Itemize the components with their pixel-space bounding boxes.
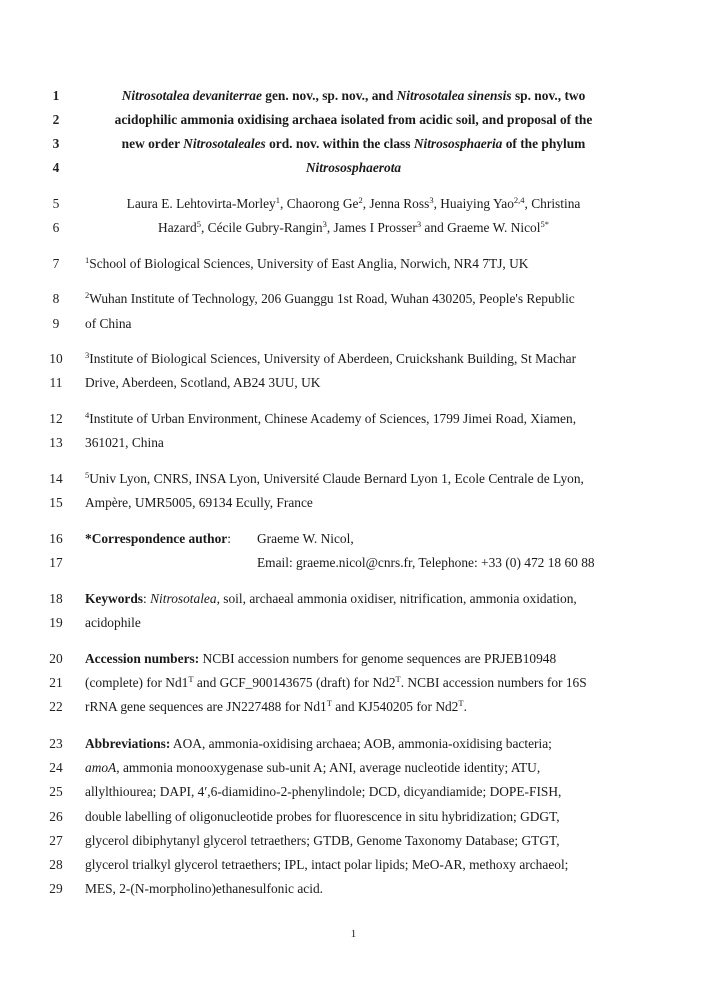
accession-line-3: 22 rRNA gene sequences are JN227488 for $Nd1^T$ and KJ540205 for $Nd2^T$. (0, 698, 707, 716)
line-number: 5 (52, 196, 60, 211)
line-number: 15 (49, 495, 63, 510)
line-number: 17 (49, 555, 63, 570)
line-number: 20 (49, 651, 63, 666)
abbreviations-line-2: 24 amoA, ammonia monooxygenase sub-unit A; ANI, average nucleotide identity; ATU, (0, 759, 707, 777)
abbreviations-line-3: 25 allylthiourea; DAPI, 4′,6-diamidino-2-phenylindole; DCD, dicyandiamide; DOPE-FISH, (0, 783, 707, 801)
line-number: 2 (52, 112, 60, 127)
line-number: 9 (52, 316, 60, 331)
line-number: 7 (52, 256, 60, 271)
author-list: Laura E. Lehtovirta-Morley$^1$, Chaorong Ge$^2$, Jenna Ross$^3$, Huaiying Yao$^{2,4}$, Christina (126, 195, 581, 211)
line-number: 14 (49, 471, 63, 486)
line-number: 13 (49, 435, 63, 450)
line-number: 19 (49, 615, 63, 630)
correspondence-line-1: 16 *Correspondence author: Graeme W. Nicol, (0, 530, 707, 548)
line-number: 12 (49, 411, 63, 426)
line-number: 4 (52, 160, 60, 175)
affiliation-3-cont: 11 Drive, Aberdeen, Scotland, AB24 3UU, UK (0, 374, 707, 392)
correspondence-label: *Correspondence author (85, 531, 228, 546)
accession-line-1: 20 Accession numbers: NCBI accession numbers for genome sequences are PRJEB10948 (0, 650, 707, 668)
line-number: 3 (52, 136, 60, 151)
line-number: 23 (49, 736, 63, 751)
line-number: 26 (49, 809, 63, 824)
line-number: 21 (49, 675, 63, 690)
authors-line-1 (0, 195, 707, 213)
affiliation-5: 14 $^5$Univ Lyon, CNRS, INSA Lyon, Université Claude Bernard Lyon 1, Ecole Centrale de Lyon, (0, 470, 707, 488)
affiliation-5-cont: 15 Ampère, UMR5005, 69134 Ecully, France (0, 494, 707, 512)
affiliation-2-cont: 9 of China (0, 315, 707, 333)
keywords-line-2: 19 acidophile (0, 614, 707, 632)
line-number: 18 (49, 591, 63, 606)
line-number: 24 (49, 760, 63, 775)
line-number: 29 (49, 881, 63, 896)
accession-line-2: 21 (complete) for $Nd1^T$ and GCF_900143675 (draft) for $Nd2^T$. NCBI accession numbers for 16S (0, 674, 707, 692)
keywords-line-1: 18 Keywords: Nitrosotalea, soil, archaeal ammonia oxidiser, nitrification, ammonia oxidation, (0, 590, 707, 608)
line-number: 22 (49, 699, 63, 714)
correspondence-contact: Email: graeme.nicol@cnrs.fr, Telephone: +33 (0) 472 18 60 88 (257, 555, 595, 570)
keywords-label: Keywords (85, 591, 144, 606)
line-number: 16 (49, 531, 63, 546)
abbreviations-line-5: 27 glycerol dibiphytanyl glycerol tetraethers; GTDB, Genome Taxonomy Database; GTGT, (0, 832, 707, 850)
page-number: 1 (350, 928, 357, 940)
abbreviations-line-7: 29 MES, 2-(N-morpholino)ethanesulfonic acid. (0, 880, 707, 898)
correspondence-line-2 (0, 554, 707, 572)
abbreviations-line-4: 26 double labelling of oligonucleotide probes for fluorescence in situ hybridization; GDGT, (0, 808, 707, 826)
line-number: 10 (49, 351, 63, 366)
affiliation-2: 8 $^2$Wuhan Institute of Technology, 206 Guanggu 1st Road, Wuhan 430205, People's Republic (0, 290, 707, 308)
title-line-3: 3 new order Nitrosotaleales ord. nov. within the class Nitrososphaeria of the phylum (0, 135, 707, 153)
affiliation-3: 10 $^3$Institute of Biological Sciences, University of Aberdeen, Cruickshank Building, St Machar (0, 350, 707, 368)
line-number: 11 (49, 375, 63, 390)
abbreviations-label: Abbreviations: (85, 736, 171, 751)
line-number: 6 (52, 220, 60, 235)
author-list: Hazard$^5$, Cécile Gubry-Rangin$^3$, James I Prosser$^3$ and Graeme W. Nicol$^{5*}$ (158, 219, 549, 235)
authors-line-2 (0, 219, 707, 237)
line-number: 28 (49, 857, 63, 872)
title-line-1: 1 Nitrosotalea devaniterrae gen. nov., sp. nov., and Nitrosotalea sinensis sp. nov., two (0, 87, 707, 105)
abbreviations-line-1: 23 Abbreviations: AOA, ammonia-oxidising archaea; AOB, ammonia-oxidising bacteria; (0, 735, 707, 753)
title-line-4 (0, 159, 707, 177)
phylum-name: Nitrososphaerota (305, 160, 402, 175)
line-number: 1 (52, 88, 60, 103)
genus-species-name: Nitrosotalea sinensis (396, 88, 512, 103)
affiliation-1: 7 $^1$School of Biological Sciences, University of East Anglia, Norwich, NR4 7TJ, UK (0, 255, 707, 273)
genus-species-name: Nitrosotalea devaniterrae (121, 88, 262, 103)
line-number: 27 (49, 833, 63, 848)
abbreviations-line-6: 28 glycerol trialkyl glycerol tetraethers; IPL, intact polar lipids; MeO-AR, methoxy archaeol; (0, 856, 707, 874)
class-name: Nitrososphaeria (413, 136, 503, 151)
correspondence-name: Graeme W. Nicol, (257, 531, 354, 546)
affiliation-4: 12 $^4$Institute of Urban Environment, Chinese Academy of Sciences, 1799 Jimei Road, Xiamen, (0, 410, 707, 428)
line-number: 8 (52, 291, 60, 306)
line-number: 25 (49, 784, 63, 799)
title-line-2: 2 acidophilic ammonia oxidising archaea isolated from acidic soil, and proposal of the (0, 111, 707, 129)
accession-label: Accession numbers: (85, 651, 200, 666)
order-name: Nitrosotaleales (183, 136, 266, 151)
affiliation-4-cont: 13 361021, China (0, 434, 707, 452)
